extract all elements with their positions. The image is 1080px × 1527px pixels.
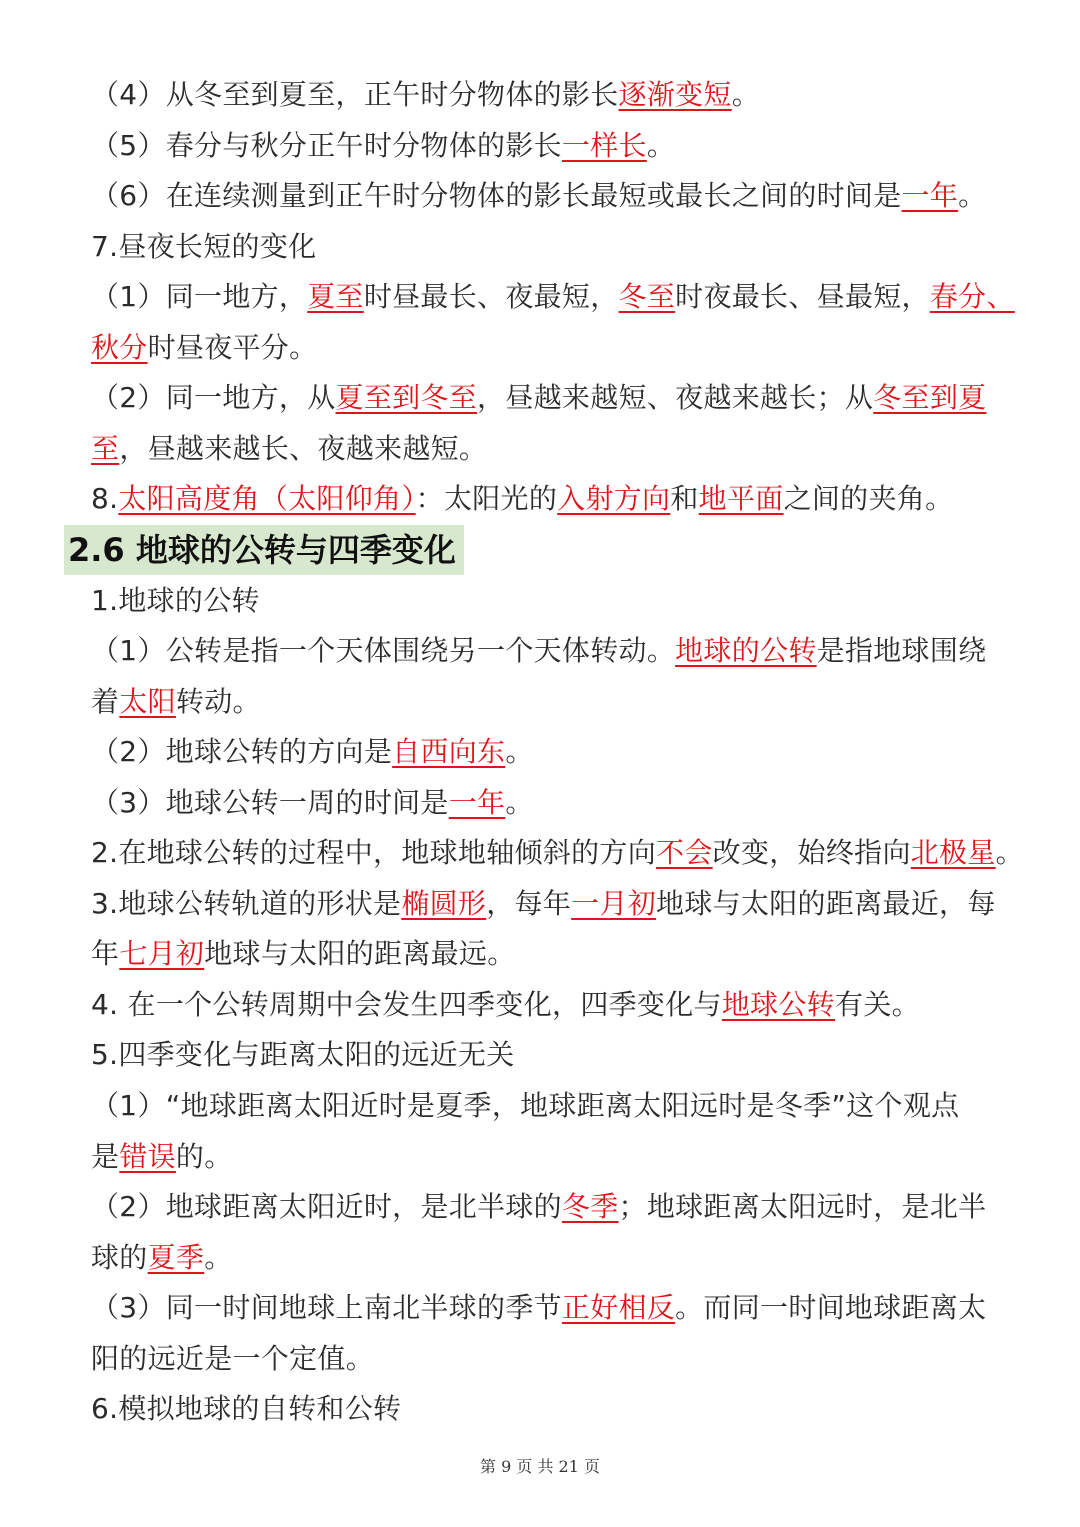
text-line <box>91 1132 1021 1182</box>
text-segment: （2）地球距离太阳近时，是北半球的 <box>91 1190 562 1224</box>
text-line <box>91 879 1021 929</box>
text-line <box>91 727 1021 777</box>
text-segment: ，昼越来越短、夜越来越长；从 <box>477 381 874 415</box>
text-segment: 时昼最长、夜最短， <box>363 280 619 314</box>
text-segment: 。 <box>646 128 676 162</box>
text-line <box>91 323 1021 373</box>
answer-highlight: 地平面 <box>698 482 784 516</box>
text-segment: 。 <box>958 179 987 213</box>
text-segment: 8. <box>91 482 119 516</box>
text-segment: 是指地球围绕 <box>816 634 987 668</box>
text-segment: 转动。 <box>175 684 261 718</box>
text-line <box>91 171 1021 221</box>
text-line <box>91 1334 1021 1384</box>
text-segment: 4. 在一个公转周期中会发生四季变化，四季变化与 <box>91 987 722 1021</box>
text-line <box>91 474 1021 524</box>
text-segment: （4）从冬至到夏至，正午时分物体的影长 <box>91 78 619 111</box>
text-segment: （3）同一时间地球上南北半球的季节 <box>91 1291 562 1325</box>
text-segment: 。而同一时间地球距离太 <box>675 1291 987 1325</box>
text-line <box>91 626 1021 676</box>
text-line <box>91 272 1021 322</box>
text-line <box>91 424 1021 474</box>
text-segment: （2）地球公转的方向是 <box>91 735 393 769</box>
text-segment: 阳的远近是一个定值。 <box>91 1341 375 1375</box>
text-segment: （1）公转是指一个天体围绕另一个天体转动。 <box>91 634 676 668</box>
page-footer: 第 9 页 共 21 页 <box>480 1457 600 1476</box>
answer-highlight: 冬季 <box>561 1190 619 1224</box>
text-line <box>91 1182 1021 1232</box>
text-line <box>91 222 1021 272</box>
text-segment: 时昼夜平分。 <box>147 330 318 364</box>
text-segment: 之间的夹角。 <box>783 482 954 516</box>
answer-highlight: 地球的公转 <box>675 634 817 668</box>
answer-highlight: 夏至到冬至 <box>335 381 478 415</box>
text-segment: 。 <box>204 1240 233 1274</box>
answer-highlight: 自西向东 <box>392 735 506 769</box>
text-segment: 和 <box>670 482 699 516</box>
answer-highlight: 椭圆形 <box>401 886 487 920</box>
text-segment: （1）同一地方， <box>91 280 308 314</box>
text-segment: 时夜最长、昼最短， <box>675 280 930 314</box>
text-segment: 年 <box>91 937 120 971</box>
answer-highlight: 北极星 <box>910 836 996 870</box>
answer-highlight: 至 <box>91 431 120 465</box>
answer-highlight: 错误 <box>119 1139 176 1173</box>
text-segment: （3）地球公转一周的时间是 <box>91 785 449 819</box>
text-line <box>91 778 1021 828</box>
text-segment: 地球与太阳的距离最近，每 <box>656 886 996 920</box>
answer-highlight: 七月初 <box>119 937 205 971</box>
answer-highlight: 秋分 <box>91 330 148 364</box>
text-segment: ：太阳光的 <box>415 482 558 516</box>
text-segment: 。 <box>505 785 534 819</box>
text-line <box>91 121 1021 171</box>
text-line <box>91 828 1024 878</box>
text-segment: 改变，始终指向 <box>712 836 911 870</box>
text-line <box>91 1030 1021 1080</box>
text-segment: 着 <box>91 684 120 718</box>
text-segment: 6.模拟地球的自转和公转 <box>91 1392 402 1426</box>
text-line <box>91 1233 1021 1283</box>
answer-highlight: 春分、 <box>929 280 1015 314</box>
text-segment: 7.昼夜长短的变化 <box>91 229 317 263</box>
text-line <box>91 1283 1021 1333</box>
text-segment: 1.地球的公转 <box>91 583 260 617</box>
answer-highlight: 入射方向 <box>557 482 671 516</box>
text-segment: 。 <box>505 735 534 769</box>
section-heading: 2.6 地球的公转与四季变化 <box>64 525 464 575</box>
text-line <box>91 1384 1021 1434</box>
answer-highlight: 逐渐变短 <box>618 78 732 111</box>
answer-highlight: 一年 <box>448 785 506 819</box>
answer-highlight: 冬至到夏 <box>873 381 987 415</box>
text-line <box>91 70 1021 120</box>
text-segment: 2.在地球公转的过程中，地球地轴倾斜的方向 <box>91 836 657 870</box>
answer-highlight: 地球公转 <box>721 987 836 1021</box>
answer-highlight: 夏季 <box>147 1240 205 1274</box>
text-line <box>91 1081 1021 1131</box>
text-line <box>91 980 1021 1030</box>
answer-highlight: 一年 <box>901 179 959 213</box>
text-segment: 有关。 <box>835 987 920 1021</box>
text-segment: 。 <box>995 836 1024 870</box>
text-segment: 是 <box>91 1139 120 1173</box>
answer-highlight: 一样长 <box>561 128 647 162</box>
text-line <box>91 373 1021 423</box>
text-segment: 。 <box>731 78 761 111</box>
answer-highlight: 太阳高度角（太阳仰角） <box>118 482 416 516</box>
text-segment: 球的 <box>91 1240 148 1274</box>
text-segment: （1）“地球距离太阳近时是夏季，地球距离太阳远时是冬季”这个观点 <box>91 1089 960 1122</box>
text-segment: 的。 <box>175 1139 233 1173</box>
text-segment: ；地球距离太阳远时，是北半 <box>618 1190 987 1224</box>
text-segment: 地球与太阳的距离最远。 <box>204 937 516 971</box>
answer-highlight: 冬至 <box>618 280 676 314</box>
text-segment: （6）在连续测量到正午时分物体的影长最短或最长之间的时间是 <box>91 179 902 213</box>
text-line <box>91 576 1021 626</box>
text-segment: ，每年 <box>486 886 572 920</box>
text-segment: ，昼越来越长、夜越来越短。 <box>119 431 488 465</box>
text-segment: 5.四季变化与距离太阳的远近无关 <box>91 1038 515 1072</box>
answer-highlight: 正好相反 <box>561 1291 676 1325</box>
text-segment: （5）春分与秋分正午时分物体的影长 <box>91 128 562 162</box>
text-segment: 3.地球公转轨道的形状是 <box>91 886 402 920</box>
answer-highlight: 不会 <box>656 836 713 870</box>
answer-highlight: 太阳 <box>119 684 176 718</box>
text-line <box>91 677 1021 727</box>
text-segment: （2）同一地方，从 <box>91 381 336 415</box>
answer-highlight: 一月初 <box>571 886 657 920</box>
answer-highlight: 夏至 <box>307 280 364 314</box>
text-line <box>91 929 1021 979</box>
